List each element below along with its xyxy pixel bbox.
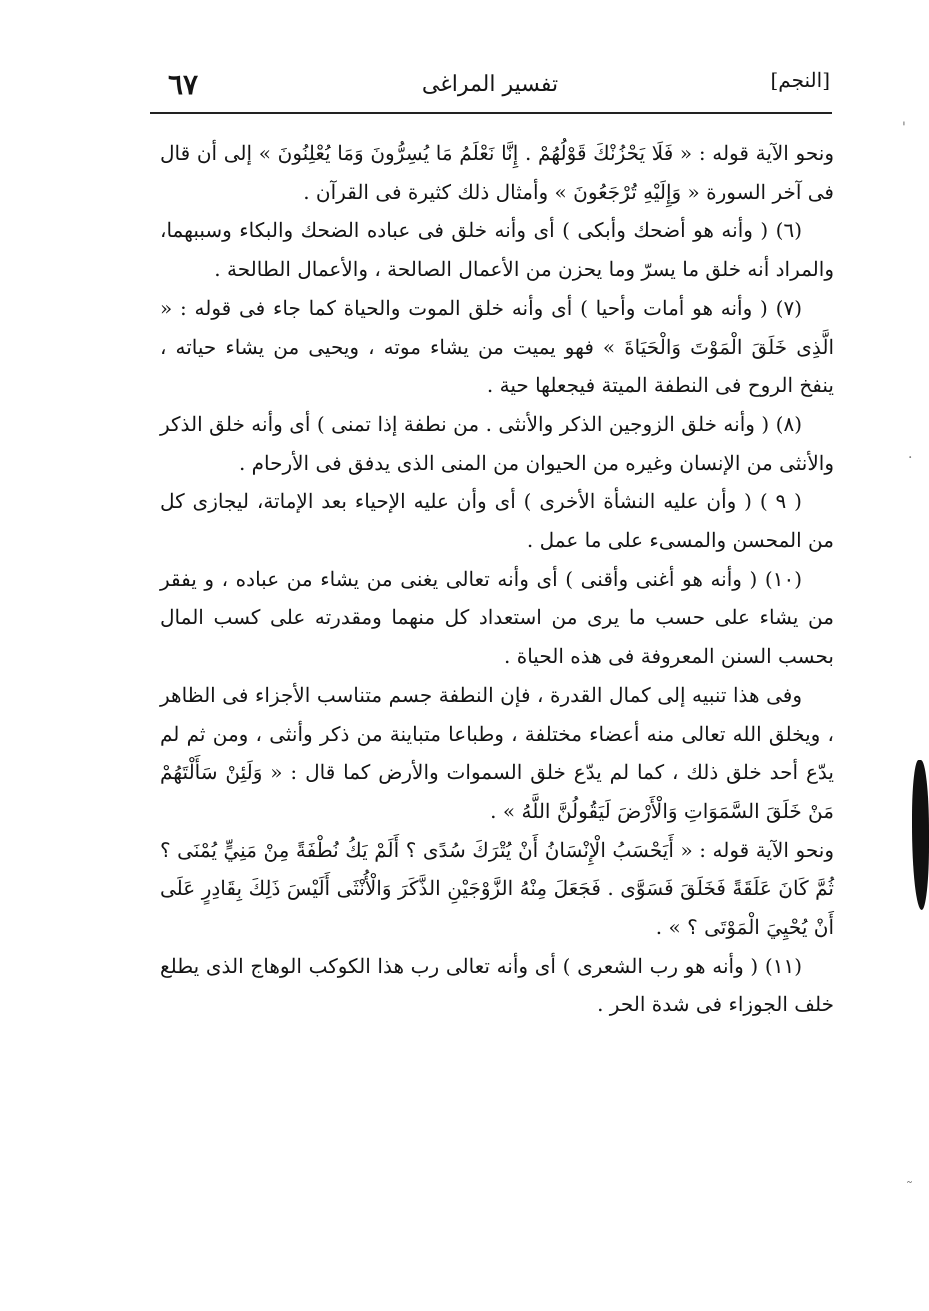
book-title: تفسير المراغى bbox=[421, 72, 559, 97]
binding-smudge bbox=[912, 760, 929, 910]
paragraph-2: (٦) ( وأنه هو أضحك وأبكى ) أى وأنه خلق فى عباده الضحك والبكاء وسببهما، والمراد أنه خلق ما يسرّ وما يحزن من الأعمال الصالحة ، والأعمال الطالحة . bbox=[160, 218, 834, 282]
page-body bbox=[160, 134, 834, 1274]
paragraph-4: (٨) ( وأنه خلق الزوجين الذكر والأنثى . من نطفة إذا تمنى ) أى وأنه خلق الذكر والأنثى من الإنسان وغيره من الحيوان من المنى الذى يدفق فى الأرحام . bbox=[160, 411, 834, 475]
margin-speck: ˜ bbox=[906, 1180, 913, 1196]
paragraph-7: وفى هذا تنبيه إلى كمال القدرة ، فإن النطفة جسم متناسب الأجزاء فى الظاهر ، ويخلق الله تعالى منه أعضاء مختلفة ، وطباعا متباينة من ذكر وأنثى ، ومن ثم لم يدّع أحد خلق ذلك ، كما لم يدّع خلق السموات والأرض كما قال : « وَلَئِنْ سَأَلْتَهُمْ مَنْ خَلَقَ السَّمَوَاتِ وَالْأَرْضَ لَيَقُولُنَّ اللَّهُ » . bbox=[160, 682, 834, 823]
surah-name: [النجم] bbox=[770, 68, 830, 92]
paragraph-9: (١١) ( وأنه هو رب الشعرى ) أى وأنه تعالى رب هذا الكوكب الوهاج الذى يطلع خلف الجوزاء فى شدة الحر . bbox=[160, 953, 834, 1017]
margin-speck: · bbox=[908, 450, 913, 466]
page-header bbox=[150, 62, 830, 112]
margin-speck: ' bbox=[902, 120, 906, 136]
header-rule bbox=[150, 112, 832, 114]
paragraph-5: ( ٩ ) ( وأن عليه النشأة الأخرى ) أى وأن عليه الإحياء بعد الإماتة، ليجازى كل من المحسن والمسىء على ما عمل . bbox=[160, 489, 834, 553]
paragraph-3: (٧) ( وأنه هو أمات وأحيا ) أى وأنه خلق الموت والحياة كما جاء فى قوله : « الَّذِى خَلَقَ الْمَوْتَ وَالْحَيَاةَ » فهو يميت من يشاء موته ، ويحيى من يشاء حياته ، ينفخ الروح فى النطفة الميتة فيجعلها حية . bbox=[160, 295, 834, 398]
paragraph-1: ونحو الآية قوله : « فَلَا يَحْزُنْكَ قَوْلُهُمْ . إِنَّا نَعْلَمُ مَا يُسِرُّونَ وَمَا يُعْلِنُونَ » إلى أن قال فى آخر السورة « وَإِلَيْهِ تُرْجَعُونَ » وأمثال ذلك كثيرة فى القرآن . bbox=[160, 141, 834, 204]
paragraph-8: ونحو الآية قوله : « أَيَحْسَبُ الْإِنْسَانُ أَنْ يُتْرَكَ سُدًى ؟ أَلَمْ يَكُ نُطْفَةً مِنْ مَنِيٍّ يُمْنَى ؟ ثُمَّ كَانَ عَلَقَةً فَخَلَقَ فَسَوَّى . فَجَعَلَ مِنْهُ الزَّوْجَيْنِ الذَّكَرَ وَالْأُنْثَى أَلَيْسَ ذَلِكَ بِقَادِرٍ عَلَى أَنْ يُحْيِيَ الْمَوْتَى ؟ » . bbox=[160, 837, 834, 940]
paragraph-6: (١٠) ( وأنه هو أغنى وأقنى ) أى وأنه تعالى يغنى من يشاء من عباده ، و يفقر من يشاء على حسب ما يرى من استعداد كل منهما ومقدرته على كسب المال بحسب السنن المعروفة فى هذه الحياة . bbox=[160, 566, 834, 669]
page-number: ٦٧ bbox=[168, 68, 199, 101]
